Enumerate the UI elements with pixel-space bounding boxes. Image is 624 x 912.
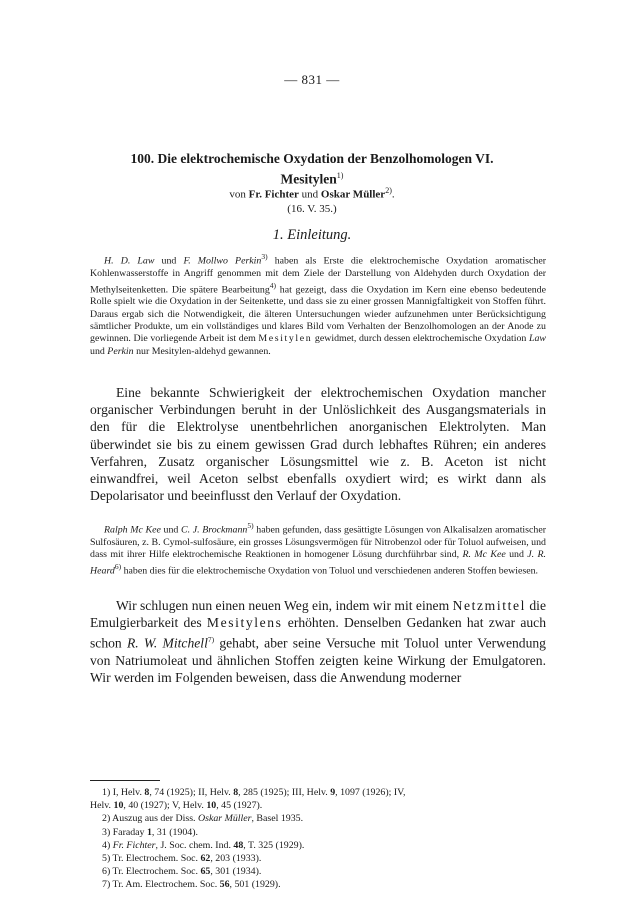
footnote-4: 4) Fr. Fichter, J. Soc. chem. Ind. 48, T. 325 (1929). bbox=[102, 839, 305, 851]
footnote-1: 1) I, Helv. 8, 74 (1925); II, Helv. 8, 285 (1925); III, Helv. 9, 1097 (1926); IV, bbox=[102, 787, 406, 798]
footnote-divider bbox=[90, 780, 160, 781]
page-number: — 831 — bbox=[284, 72, 340, 87]
footnotes bbox=[90, 786, 546, 892]
footnote-1-continued: Helv. 10, 40 (1927); V, Helv. 10, 45 (1927). bbox=[90, 800, 263, 812]
footnote-6: 6) Tr. Electrochem. Soc. 65, 301 (1934). bbox=[102, 866, 262, 878]
author-2: Oskar Müller bbox=[320, 188, 386, 201]
author-1: Fr. Fichter bbox=[248, 188, 299, 201]
section-heading: 1. Einleitung. bbox=[272, 227, 352, 243]
title-footnote-ref: 1) bbox=[336, 171, 344, 180]
paragraph-4: Wir schlugen nun einen neuen Weg ein, indem wir mit einem Netzmittel die Emulgierbarkeit des Mesitylens erhöhten. Denselben Gedanken hat zwar auch schon R. W. Mitchell$^{7)}$ gehabt, aber seine Versuche mit Toluol unter Verwendung von Natriumoleat und ähnlichen Stoffen zeigten keine Wirkung der Emulgatoren. Wir werden im Folgenden beweisen, dass die Anwendung moderner bbox=[90, 598, 546, 686]
footnote-7: 7) Tr. Am. Electrochem. Soc. 56, 501 (1929). bbox=[102, 879, 281, 891]
title-line-1: 100. Die elektrochemische Oxydation der Benzolhomologen VI. bbox=[130, 151, 494, 166]
paragraph-3: Ralph Mc Kee und C. J. Brockmann$^{5)}$ haben gefunden, dass gesättigte Lösungen von Alkalisalzen aromatischer Sulfosäuren, z. B. Cymol-sulfosäure, ein grosses Lösungsvermögen für Nitrobenzol oder für Toluol aufweisen, und dass mit ihrer Hilfe elektrochemische Reaktionen in homogener Lösung durchführbar sind, R. Mc Kee und J. R. Heard$^{6)}$ haben dies für die elektrochemische Oxydation von Toluol und verschiedenen anderen Stoffen bewiesen. bbox=[90, 521, 547, 577]
byline: von Fr. Fichter und Oskar Müller$^{2)}$. bbox=[229, 186, 395, 201]
paragraph-1: H. D. Law und F. Mollwo Perkin$^{3)}$ haben als Erste die elektrochemische Oxydation aromatischer Kohlenwasserstoffe in Angriff genommen mit dem Ziele der Darstellung von Aldehyden durch Oxydation der Methylseitenketten. Die spätere Bearbeitung$^{4)}$ hat gezeigt, dass die Oxydation im Kern eine ebenso bedeutende Rolle spielt wie die Oxydation in der Seitenkette, und dass sie zu einer grossen Mannigfaltigkeit von Stoffen führt. Daraus ergab sich die Notwendigkeit, die älteren Untersuchungen wieder aufzunehmen unter Berücksichtigung sämtlicher Produkte, um ein vollständiges und klares Bild vom Verhalten der Benzolhomologen an der Anode zu gewinnen. Die vorliegende Arbeit ist dem Mesitylen gewidmet, durch dessen elektrochemische Oxydation Law und Perkin nur Mesitylen-aldehyd gewannen. bbox=[90, 252, 547, 357]
article-title bbox=[72, 150, 552, 188]
footnote-5: 5) Tr. Electrochem. Soc. 62, 203 (1933). bbox=[102, 853, 262, 865]
title-line-2: Mesitylen$^{1)}$ bbox=[280, 171, 344, 187]
paragraph-2: Eine bekannte Schwierigkeit der elektrochemischen Oxydation mancher organischer Verbindungen beruht in der Unlöslichkeit des Ausgangsmaterials in den für die Elektrolyse unentbehrlichen anorganischen Elektrolyten. Man überwindet sie bis zu einem gewissen Grad durch lebhaftes Rühren; ein anderes Verfahren, Zusatz organischer Lösungsmittel wie z. B. Aceton ist nicht einwandfrei, weil Aceton selbst ebenfalls oxydiert wird; es wirkt dann als Depolarisator und beeinflusst den Verlauf der Oxydation. bbox=[90, 385, 546, 504]
footnote-2: 2) Auszug aus der Diss. Oskar Müller, Basel 1935. bbox=[102, 813, 304, 825]
footnote-3: 3) Faraday 1, 31 (1904). bbox=[102, 826, 198, 838]
received-date: (16. V. 35.) bbox=[287, 203, 337, 215]
